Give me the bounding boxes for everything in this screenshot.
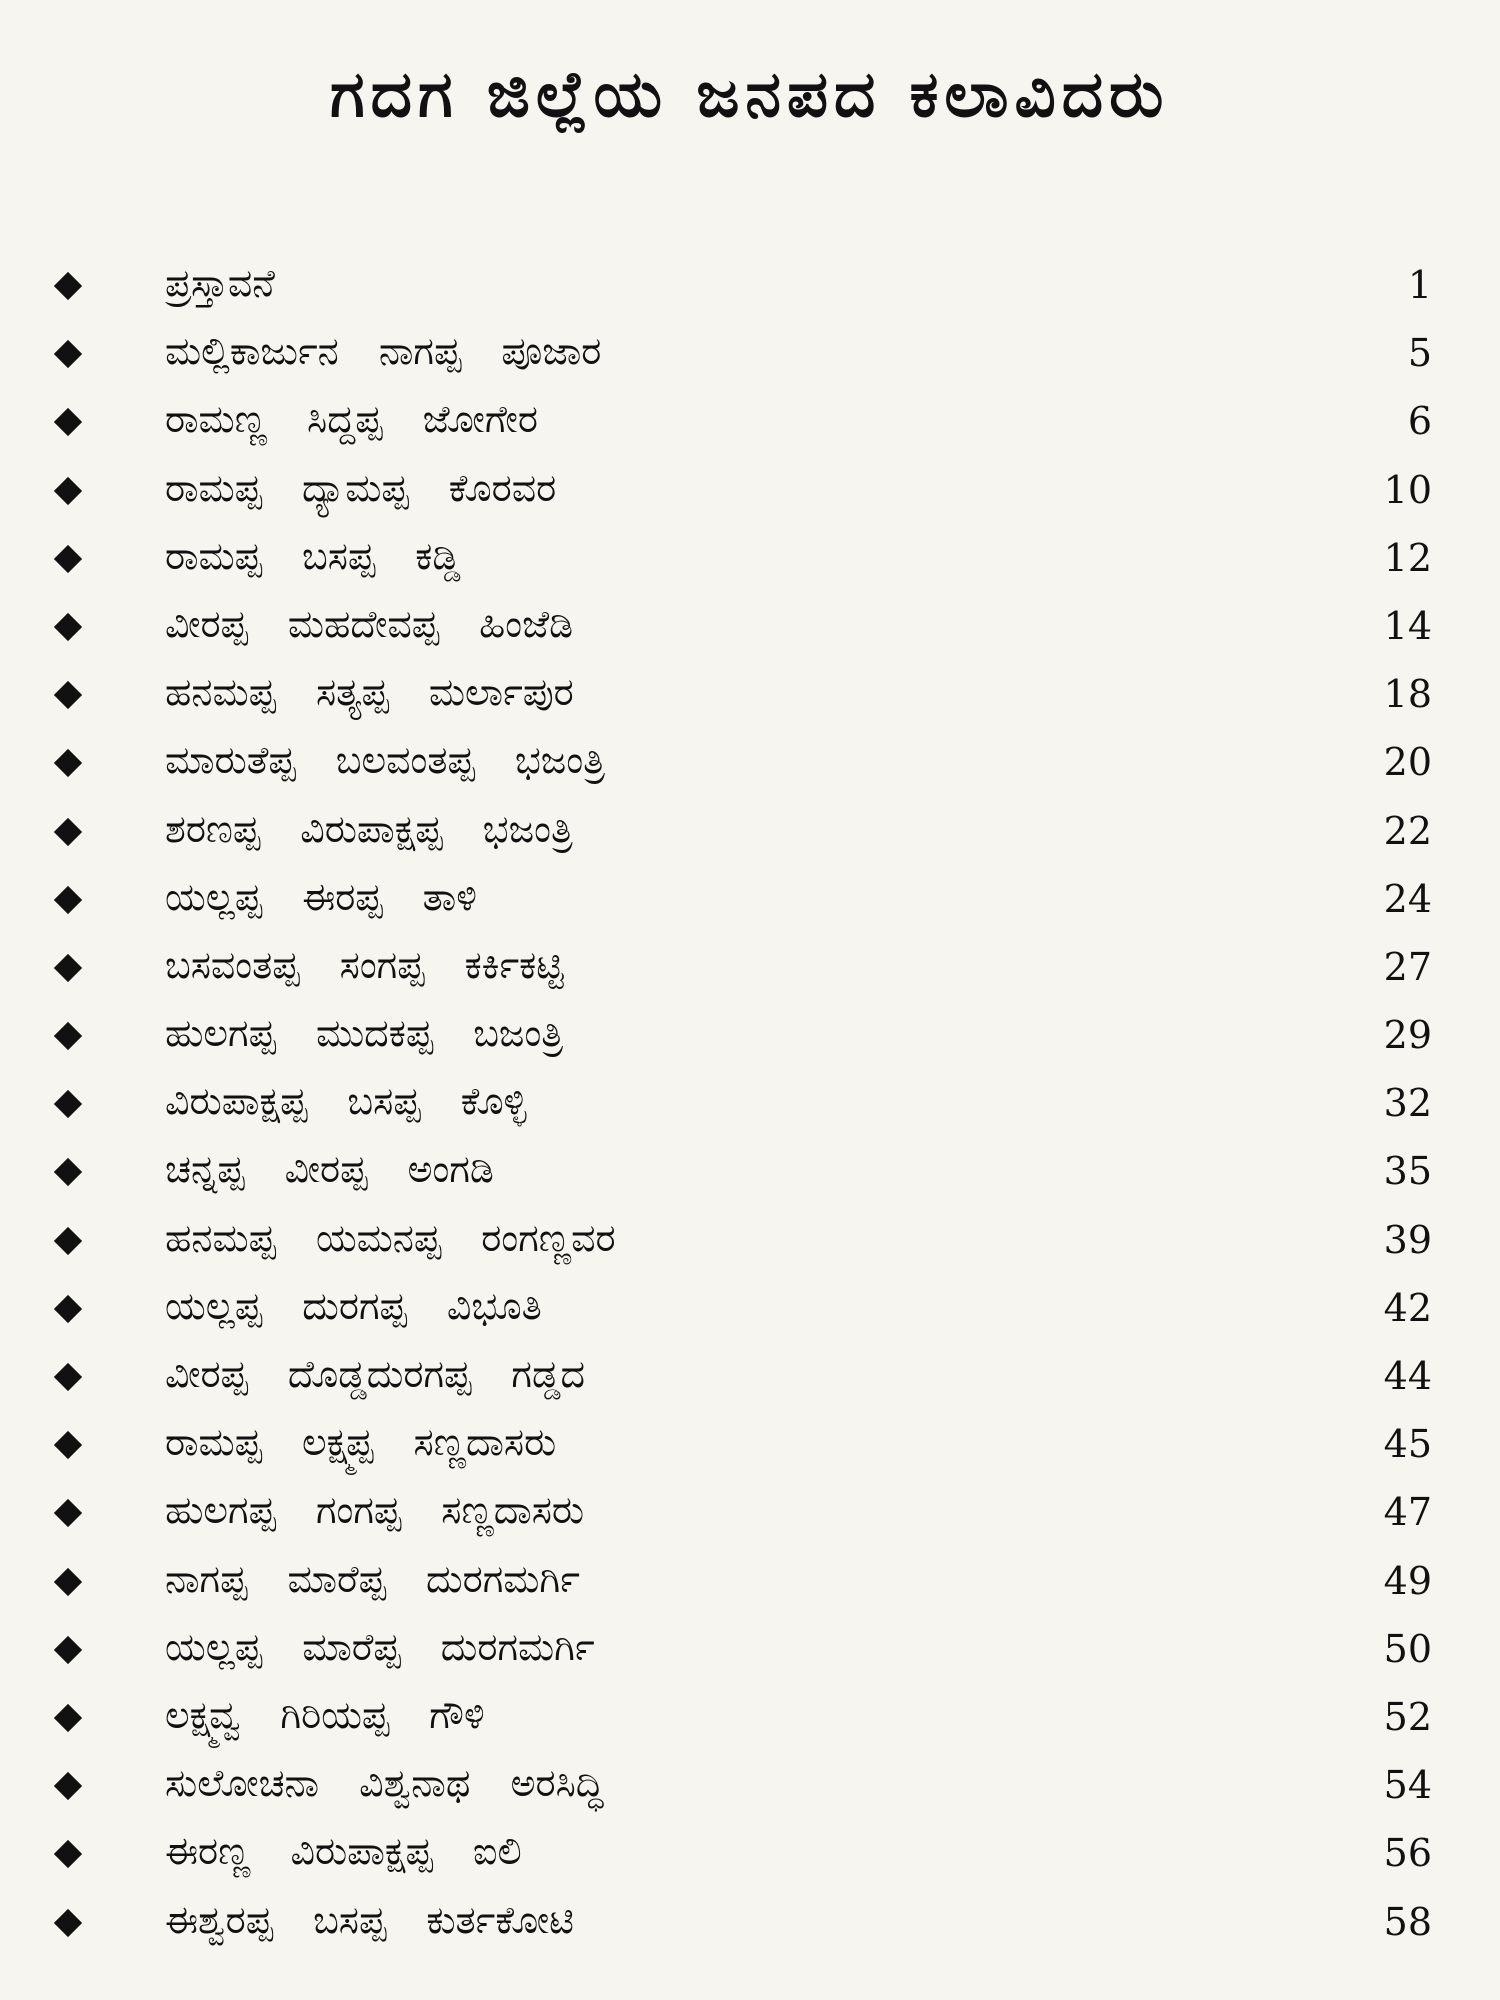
diamond-bullet-icon (54, 1226, 82, 1254)
toc-entry-name: ವಿರುಪಾಕ್ಷಪ್ಪ ಬಸಪ್ಪ ಕೊಳ್ಳಿ (165, 1079, 527, 1124)
toc-entry-name: ರಾಮಣ್ಣ ಸಿದ್ದಪ್ಪ ಜೋಗೇರ (165, 397, 538, 442)
diamond-bullet-icon (54, 272, 82, 300)
toc-row (0, 1482, 1500, 1550)
diamond-bullet-icon (54, 1772, 82, 1800)
toc-entry-name: ವೀರಪ್ಪ ಮಹದೇವಪ್ಪ ಹಿಂಜೆಡಿ (165, 601, 574, 646)
diamond-bullet-icon (54, 1363, 82, 1391)
toc-row (0, 664, 1500, 732)
toc-row (0, 323, 1500, 391)
toc-entry-name: ಹನಮಪ್ಪ ಸತ್ಯಪ್ಪ ಮರ್ಲಾಪುರ (165, 670, 574, 715)
toc-entry-name: ವೀರಪ್ಪ ದೊಡ್ಡದುರಗಪ್ಪ ಗಡ್ಡದ (165, 1352, 585, 1396)
diamond-bullet-icon (54, 1158, 82, 1186)
toc-row (0, 460, 1500, 528)
toc-entry-name: ರಾಮಪ್ಪ ಬಸಪ್ಪ ಕಡ್ಡಿ (165, 533, 461, 578)
toc-row (0, 1141, 1500, 1209)
toc-row (0, 801, 1500, 869)
toc-page-number: 44 (1383, 1354, 1432, 1398)
diamond-bullet-icon (54, 1908, 82, 1936)
toc-entry-name: ಮಲ್ಲಿಕಾರ್ಜುನ ನಾಗಪ್ಪ ಪೂಜಾರ (165, 329, 602, 374)
toc-page-number: 10 (1383, 467, 1432, 512)
toc-row (0, 1755, 1500, 1823)
toc-page-number: 5 (1407, 331, 1432, 376)
toc-entry-name: ರಾಮಪ್ಪ ಲಕ್ಷ್ಮಪ್ಪ ಸಣ್ಣದಾಸರು (165, 1420, 557, 1465)
toc-entry-name: ರಾಮಪ್ಪ ದ್ಯಾಮಪ್ಪ ಕೊರವರ (165, 465, 557, 510)
diamond-bullet-icon (54, 1090, 82, 1118)
toc-page-number: 12 (1383, 535, 1432, 580)
diamond-bullet-icon (54, 1567, 82, 1595)
toc-page-number: 24 (1383, 876, 1432, 921)
toc-entry-name: ಹನಮಪ್ಪ ಯಮನಪ್ಪ ರಂಗಣ್ಣವರ (165, 1215, 616, 1260)
toc-row (0, 1823, 1500, 1891)
toc-entry-name: ನಾಗಪ್ಪ ಮಾರೆಪ್ಪ ದುರಗಮರ್ಗಿ (165, 1556, 580, 1601)
toc-row (0, 732, 1500, 800)
toc-page-number: 18 (1383, 672, 1432, 717)
toc-entry-name: ಹುಲಗಪ್ಪ ಮುದಕಪ್ಪ ಬಜಂತ್ರಿ (165, 1011, 564, 1056)
toc-row (0, 528, 1500, 596)
toc-page-number: 22 (1383, 808, 1432, 853)
toc-page-number: 14 (1383, 603, 1432, 648)
diamond-bullet-icon (54, 1840, 82, 1868)
toc-entry-name: ಯಲ್ಲಪ್ಪ ಈರಪ್ಪ ತಾಳಿ (165, 874, 477, 919)
toc-row (0, 1619, 1500, 1687)
toc-page-number: 39 (1383, 1217, 1432, 1262)
toc-row (0, 1005, 1500, 1073)
toc-row (0, 391, 1500, 459)
diamond-bullet-icon (54, 408, 82, 436)
toc-page-number: 52 (1383, 1694, 1432, 1739)
toc-page-number: 6 (1407, 399, 1432, 444)
toc-row (0, 1278, 1500, 1346)
diamond-bullet-icon (54, 681, 82, 709)
toc-row (0, 869, 1500, 937)
table-of-contents (0, 255, 1500, 1960)
toc-entry-name: ಪ್ರಸ್ತಾವನೆ (165, 261, 275, 305)
toc-entry-name: ಮಾರುತೆಪ್ಪ ಬಲವಂತಪ್ಪ ಭಜಂತ್ರಿ (165, 738, 605, 783)
toc-page-number: 32 (1383, 1081, 1432, 1126)
toc-row (0, 255, 1500, 323)
toc-entry-name: ಬಸವಂತಪ್ಪ ಸಂಗಪ್ಪ ಕರ್ಕಿಕಟ್ಟಿ (165, 942, 564, 987)
toc-page-number: 56 (1383, 1831, 1432, 1876)
page-title: ಗದಗ ಜಿಲ್ಲೆಯ ಜನಪದ ಕಲಾವಿದರು (330, 58, 1170, 132)
toc-entry-name: ಯಲ್ಲಪ್ಪ ದುರಗಪ್ಪ ವಿಭೂತಿ (165, 1283, 542, 1328)
toc-entry-name: ಈರಣ್ಣ ವಿರುಪಾಕ್ಷಪ್ಪ ಐಲಿ (165, 1829, 522, 1874)
toc-entry-name: ಲಕ್ಷ್ಮವ್ವ ಗಿರಿಯಪ್ಪ ಗೌಳಿ (165, 1692, 485, 1737)
toc-page-number: 50 (1383, 1626, 1432, 1671)
diamond-bullet-icon (54, 340, 82, 368)
toc-entry-name: ಶರಣಪ್ಪ ವಿರುಪಾಕ್ಷಪ್ಪ ಭಜಂತ್ರಿ (165, 806, 573, 851)
toc-row (0, 1210, 1500, 1278)
toc-page-number: 49 (1383, 1558, 1432, 1603)
diamond-bullet-icon (54, 954, 82, 982)
toc-row (0, 1414, 1500, 1482)
toc-page-number: 42 (1383, 1285, 1432, 1330)
diamond-bullet-icon (54, 1431, 82, 1459)
diamond-bullet-icon (54, 1499, 82, 1527)
diamond-bullet-icon (54, 545, 82, 573)
toc-row (0, 1346, 1500, 1414)
toc-entry-name: ಚನ್ನಪ್ಪ ವೀರಪ್ಪ ಅಂಗಡಿ (165, 1147, 494, 1192)
diamond-bullet-icon (54, 749, 82, 777)
toc-entry-name: ಈಶ್ವರಪ್ಪ ಬಸಪ್ಪ ಕುರ್ತಕೋಟಿ (165, 1897, 574, 1942)
diamond-bullet-icon (54, 1704, 82, 1732)
diamond-bullet-icon (54, 476, 82, 504)
toc-page-number: 35 (1383, 1149, 1432, 1194)
toc-page-number: 20 (1383, 740, 1432, 785)
toc-row (0, 1073, 1500, 1141)
toc-page-number: 54 (1383, 1763, 1432, 1808)
toc-page-number: 27 (1383, 944, 1432, 989)
toc-page-number: 1 (1407, 263, 1432, 307)
toc-row (0, 1687, 1500, 1755)
toc-entry-name: ಸುಲೋಚನಾ ವಿಶ್ವನಾಥ ಅರಸಿದ್ಧಿ (165, 1761, 604, 1806)
toc-row (0, 596, 1500, 664)
diamond-bullet-icon (54, 886, 82, 914)
toc-row (0, 1892, 1500, 1960)
diamond-bullet-icon (54, 613, 82, 641)
diamond-bullet-icon (54, 1295, 82, 1323)
diamond-bullet-icon (54, 1636, 82, 1664)
diamond-bullet-icon (54, 1022, 82, 1050)
toc-entry-name: ಹುಲಗಪ್ಪ ಗಂಗಪ್ಪ ಸಣ್ಣದಾಸರು (165, 1488, 585, 1533)
toc-entry-name: ಯಲ್ಲಪ್ಪ ಮಾರೆಪ್ಪ ದುರಗಮರ್ಗಿ (165, 1624, 595, 1669)
toc-page-number: 45 (1383, 1422, 1432, 1467)
diamond-bullet-icon (54, 817, 82, 845)
toc-page-number: 58 (1383, 1899, 1432, 1944)
toc-page-number: 29 (1383, 1013, 1432, 1058)
toc-page-number: 47 (1383, 1490, 1432, 1535)
toc-row (0, 1551, 1500, 1619)
toc-row (0, 937, 1500, 1005)
